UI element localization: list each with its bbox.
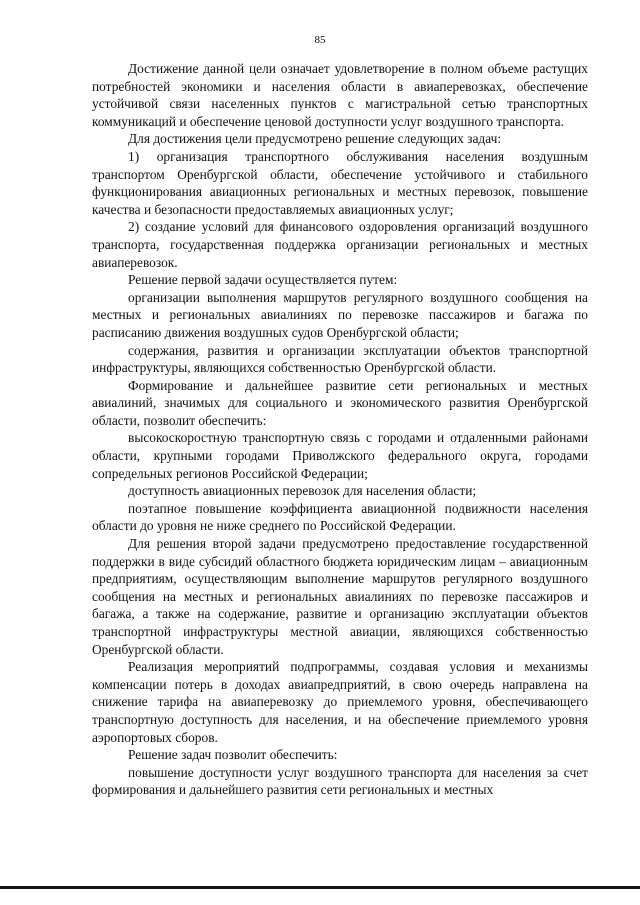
paragraph-second-task-solution: Для решения второй задачи предусмотрено предоставление государственной поддержки в виде субсидий областного бюджета юридическим лицам – авиационным предприятиям, осуществляющим выполнение маршрутов регулярного воздушного сообщения на местных и региональных авиалиниях по перевозке пассажиров и багажа, а также на содержание, развитие и организацию эксплуатации объектов транспортной инфраструктуры местной авиации, являющихся собственностью Оренбургской области. <box>92 536 588 657</box>
paragraph-first-task-solution: Решение первой задачи осуществляется путем: <box>128 272 398 288</box>
paragraph-high-speed-link: высокоскоростную транспортную связь с городами и отдаленными районами области, крупными городами Приволжского федерального округа, городами сопредельных регионов Российской Федерации; <box>92 430 588 481</box>
paragraph-mobility: поэтапное повышение коэффициента авиационной подвижности населения области до уровня не ниже среднего по Российской Федерации. <box>92 500 588 534</box>
paragraph-routes: организации выполнения маршрутов регулярного воздушного сообщения на местных и региональных авиалиниях по перевозке пассажиров и багажа по расписанию движения воздушных судов Оренбургской области; <box>92 289 588 340</box>
paragraph-task-1: 1) организация транспортного обслуживания населения воздушным транспортом Оренбургской области, обеспечение устойчивого и стабильного функционирования авиационных региональных и местных перевозок, повышение качества и безопасности предоставляемых авиационных услуг; <box>92 148 588 217</box>
page-number: 85 <box>314 34 326 46</box>
paragraph-subprogram-measures: Реализация мероприятий подпрограммы, создавая условия и механизмы компенсации потерь в доходах авиапредприятий, в свою очередь направлена на снижение тарифа на авиаперевозку до приемлемого уровня, обеспечивающего транспортную доступность для населения, и на обеспечение приемлемого уровня аэропортовых сборов. <box>92 659 588 745</box>
document-body <box>92 60 588 799</box>
paragraph-tasks-intro: Для достижения цели предусмотрено решение следующих задач: <box>128 131 502 147</box>
bottom-divider <box>0 886 640 889</box>
paragraph-task-2: 2) создание условий для финансового оздоровления организаций воздушного транспорта, государственная поддержка организации региональных и местных авиаперевозок. <box>92 219 588 270</box>
paragraph-goal: Достижение данной цели означает удовлетворение в полном объеме растущих потребностей экономики и населения области в авиаперевозках, обеспечение устойчивой связи населенных пунктов с магистральной сетью транспортных коммуникаций и обеспечение ценовой доступности услуг воздушного транспорта. <box>92 61 588 129</box>
paragraph-accessibility: доступность авиационных перевозок для населения области; <box>128 483 477 499</box>
paragraph-tasks-result: Решение задач позволит обеспечить: <box>128 747 338 763</box>
paragraph-infrastructure: содержания, развития и организации эксплуатации объектов транспортной инфраструктуры, являющихся собственностью Оренбургской области. <box>92 342 588 376</box>
paragraph-availability-increase: повышение доступности услуг воздушного транспорта для населения за счет формирования и дальнейшего развития сети региональных и местных <box>92 764 588 798</box>
paragraph-network-development: Формирование и дальнейшее развитие сети региональных и местных авиалиний, значимых для социального и экономического развития Оренбургской области, позволит обеспечить: <box>92 377 588 428</box>
